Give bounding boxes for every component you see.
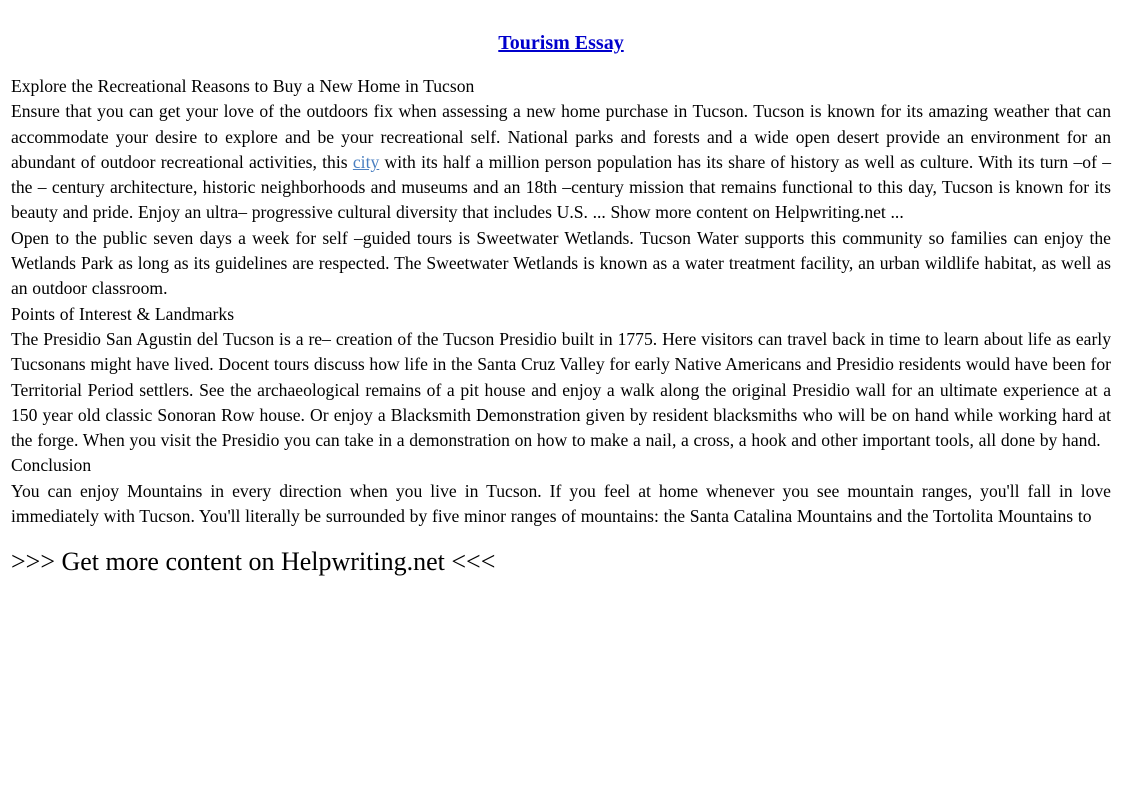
heading-points-of-interest: Points of Interest & Landmarks: [11, 303, 235, 324]
paragraph-outdoors: [11, 99, 1111, 225]
page-title-link[interactable]: Tourism Essay: [498, 32, 624, 54]
paragraph-mountains: You can enjoy Mountains in every direction when you live in Tucson. If you feel at home whenever you see mountain ranges, you'll fall in love immediately with Tucson. You'll literally be surrounded by five minor ranges of mountains: the Santa Catalina Mountains and the Tortolita Mountains to: [11, 480, 1111, 527]
paragraph-outdoors-text-end: with its half a million person population has its share of history as well as culture. With its turn –of –the – century architecture, historic neighborhoods and museums and an 18th –century mission that remains functional to this day, Tucson is known for its beauty and pride. Enjoy an ultra– progressive cultural diversity that includes U.S. ... Show more content on Helpwriting.net ...: [11, 151, 1111, 223]
get-more-content-link[interactable]: >>> Get more content on Helpwriting.net <<<: [11, 547, 496, 577]
title-container: [11, 29, 1111, 57]
heading-conclusion: Conclusion: [11, 455, 92, 476]
paragraph-presidio: The Presidio San Agustin del Tucson is a re– creation of the Tucson Presidio built in 1775. Here visitors can travel back in time to learn about life as early Tucsonans might have lived. Docent tours discuss how life in the Santa Cruz Valley for early Native Americans and Presidio residents would have been for Territorial Period settlers. See the archaeological remains of a pit house and enjoy a walk along the original Presidio wall for an ultimate experience at a 150 year old classic Sonoran Row house. Or enjoy a Blacksmith Demonstration given by resident blacksmiths who will be on hand while working hard at the forge. When you visit the Presidio you can take in a demonstration on how to make a nail, a cross, a hook and other important tools, all done by hand.: [11, 328, 1111, 451]
paragraph-outdoors-text-start: Ensure that you can get your love of the outdoors fix when assessing a new home purchase in Tucson. Tucson is known for its amazing weather that can accommodate your desire to explore and be your recreational self. National parks and forests and a wide open desert provide an environment for an abundant of outdoor recreational activities, this: [11, 101, 1111, 172]
essay-body: [11, 74, 1111, 529]
paragraph-sweetwater-wetlands: Open to the public seven days a week for self –guided tours is Sweetwater Wetlands. Tucson Water supports this community so families can enjoy the Wetlands Park as long as its guidelines are respected. The Sweetwater Wetlands is known as a water treatment facility, an urban wildlife habitat, as well as an outdoor classroom.: [11, 227, 1111, 299]
city-link[interactable]: city: [352, 151, 380, 172]
heading-recreational-reasons: Explore the Recreational Reasons to Buy a New Home in Tucson: [11, 76, 475, 96]
